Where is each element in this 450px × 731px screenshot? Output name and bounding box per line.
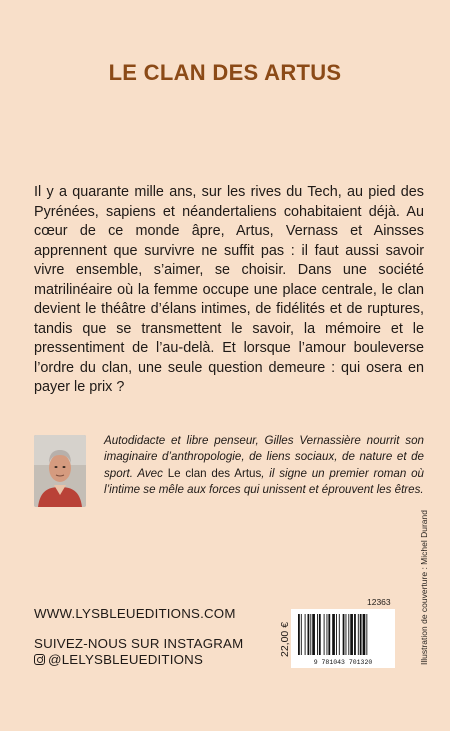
barcode-bar — [336, 614, 337, 655]
barcode-bar — [339, 614, 340, 655]
isbn-barcode — [291, 609, 395, 668]
instagram-icon — [34, 654, 45, 665]
author-bio-part2: , il signe un premier roman où l’intime se mêle aux forces qui unissent et éprouvent les êtres. — [104, 466, 424, 497]
book-title: LE CLAN DES ARTUS — [108, 60, 342, 85]
cover-illustration-credit: Illustration de couverture : Michel Durand — [419, 510, 429, 665]
barcode-bar — [317, 614, 318, 655]
barcode-bar — [319, 614, 321, 655]
barcode-graphic — [291, 609, 395, 668]
author-bio — [104, 433, 424, 499]
author-portrait-icon — [34, 435, 86, 507]
instagram-handle-row[interactable] — [34, 652, 203, 667]
instagram-handle: @LELYSBLEUEDITIONS — [48, 652, 204, 667]
barcode-bar — [332, 614, 335, 655]
barcode-bar — [312, 614, 315, 655]
barcode-bar — [305, 614, 306, 655]
author-bio-book-title: Le clan des Artus — [167, 466, 262, 480]
barcode-bar — [346, 614, 347, 655]
instagram-label: SUIVEZ-NOUS SUR INSTAGRAM — [34, 636, 244, 651]
product-code: 12363 — [367, 597, 391, 607]
barcode-bar — [308, 614, 310, 655]
price-label: 22,00 € — [279, 621, 291, 657]
barcode-bar — [350, 614, 353, 655]
barcode-bar — [328, 614, 330, 655]
author-photo — [34, 435, 86, 507]
isbn-digits: 9 781043 701320 — [313, 659, 373, 666]
barcode-bar — [324, 614, 325, 655]
barcode-bar — [354, 614, 356, 655]
barcode-bar — [301, 614, 302, 655]
barcode-bar — [343, 614, 345, 655]
author-bio-part1: Autodidacte et libre penseur, Gilles Vernassière nourrit son imaginaire d’anthropologie, de liens sociaux, de nature et de sport. Avec — [104, 434, 424, 480]
barcode-bar — [360, 614, 362, 655]
barcode-bar — [348, 614, 349, 655]
barcode-bar — [366, 614, 367, 655]
barcode-bar — [298, 614, 300, 655]
barcode-bar — [327, 614, 328, 655]
barcode-bar — [310, 614, 311, 655]
barcode-bar — [363, 614, 366, 655]
barcode-bar — [358, 614, 359, 655]
publisher-website[interactable]: WWW.LYSBLEUEDITIONS.COM — [34, 606, 236, 621]
back-cover-blurb: Il y a quarante mille ans, sur les rives du Tech, au pied des Pyrénées, sapiens et néandertaliens cohabitaient déjà. Au cœur de ce monde âpre, Artus, Vernass et Ainsses apprennent que survivre ne suffit pas : il faut aussi savoir vivre ensemble, s’aimer, se choisir. Dans une société matrilinéaire où la femme occupe une place centrale, le clan devient le théâtre d’élans intimes, de fidélités et de ruptures, tandis que se transmettent le savoir, la mémoire et le pressentiment de l’au-delà. Et lorsque l’amour bouleverse l’ordre du clan, une seule question demeure : qui osera en payer le prix ? — [34, 184, 424, 395]
